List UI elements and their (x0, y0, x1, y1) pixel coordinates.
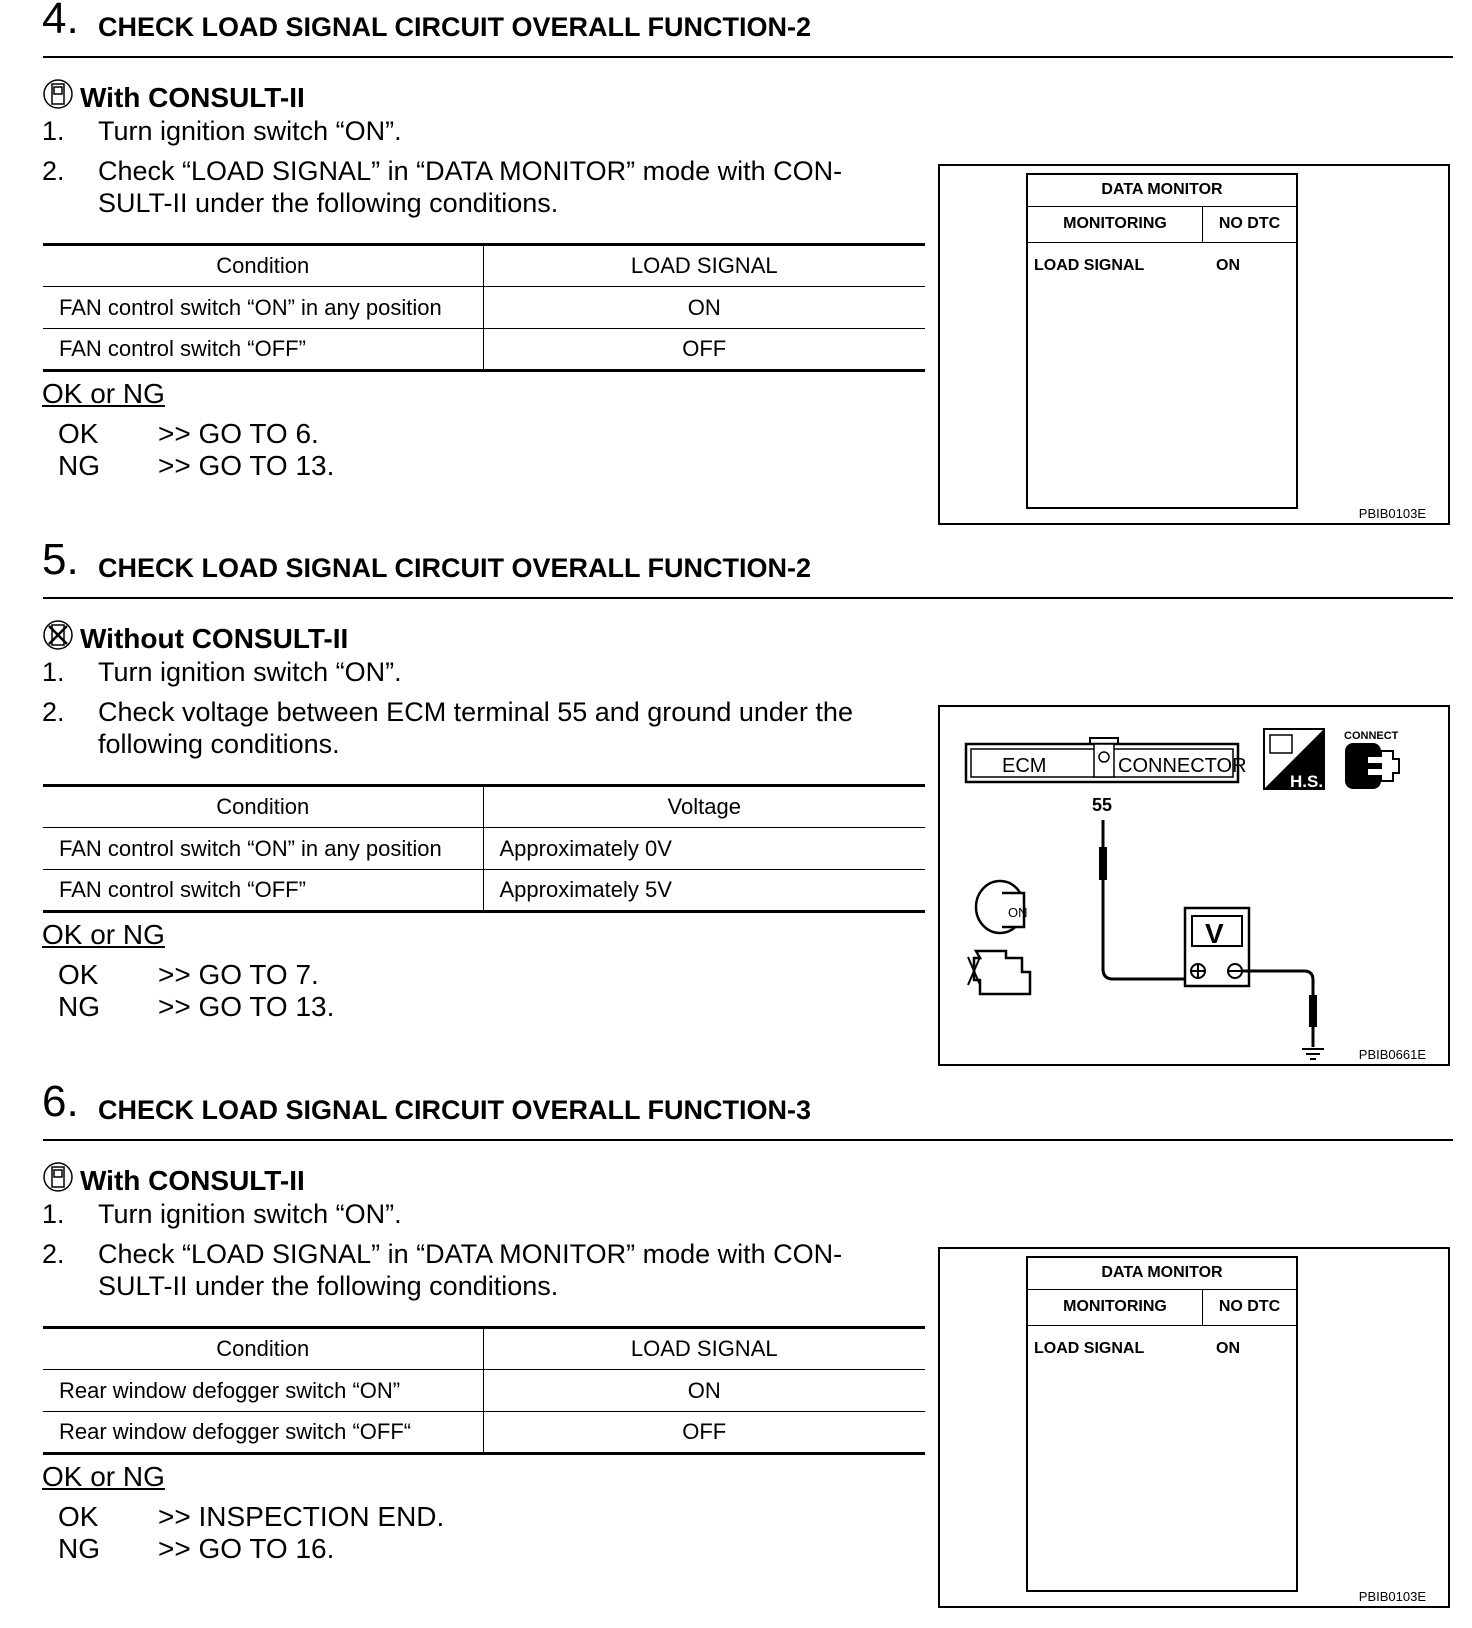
screen-title: DATA MONITOR (1028, 175, 1296, 207)
voltmeter-icon (1185, 908, 1249, 986)
figure-code: PBIB0103E (1358, 506, 1426, 521)
ng-result: >> GO TO 13. (158, 991, 335, 1022)
step-title: CHECK LOAD SIGNAL CIRCUIT OVERALL FUNCTION-2 (98, 553, 812, 583)
monitor-value: ON (1216, 257, 1240, 274)
consult-screen (1026, 1256, 1298, 1592)
conditions-table (43, 784, 925, 913)
divider (43, 1139, 1453, 1141)
step-title: CHECK LOAD SIGNAL CIRCUIT OVERALL FUNCTION-2 (98, 12, 812, 42)
ng-result: >> GO TO 16. (158, 1533, 335, 1564)
instruction-1: 1. Turn ignition switch “ON”. (42, 1199, 402, 1229)
instruction-2: 2. Check “LOAD SIGNAL” in “DATA MONITOR” mode with CON- (42, 1239, 843, 1269)
no-dtc-label: NO DTC (1218, 1298, 1281, 1315)
divider (43, 56, 1453, 58)
ng-result: >> GO TO 13. (158, 450, 335, 481)
mode-label (42, 619, 348, 658)
divider (43, 597, 1453, 599)
svg-text:CONNECTOR: CONNECTOR (1118, 755, 1247, 777)
table-row: FAN control switch “OFF” OFF (43, 329, 925, 371)
ok-or-ng-label: OK or NG (42, 1461, 165, 1492)
monitoring-label: MONITORING (1028, 1290, 1203, 1325)
connect-icon (1344, 730, 1399, 789)
ok-result: >> GO TO 6. (158, 418, 319, 449)
instruction-2: 2. Check voltage between ECM terminal 55 and ground under the (42, 697, 853, 727)
svg-text:CONNECT: CONNECT (1344, 730, 1399, 742)
step-number: 4. (42, 0, 79, 43)
terminal-number: 55 (1092, 795, 1113, 815)
svg-text:V: V (1205, 918, 1224, 949)
procedure-step-5 (0, 535, 1472, 1082)
monitor-item: LOAD SIGNAL (1034, 1340, 1145, 1357)
circuit-diagram (940, 707, 1447, 1063)
monitor-value: ON (1216, 1340, 1240, 1357)
table-row: FAN control switch “OFF” Approximately 5V (43, 870, 925, 912)
monitor-item: LOAD SIGNAL (1034, 257, 1145, 274)
mode-text: Without CONSULT-II (80, 622, 349, 654)
step-number: 5. (42, 535, 79, 584)
ok-or-ng-label: OK or NG (42, 378, 165, 409)
data-monitor-figure (938, 1247, 1450, 1608)
ok-result: >> GO TO 7. (158, 959, 319, 990)
ng-label: NG (58, 991, 100, 1022)
ecm-connector-icon (966, 738, 1247, 782)
conditions-table (43, 1326, 925, 1455)
engine-icon (968, 951, 1030, 994)
monitoring-label: MONITORING (1028, 207, 1203, 242)
instruction-2-cont: SULT-II under the following conditions. (98, 1271, 559, 1301)
instruction-2: 2. Check “LOAD SIGNAL” in “DATA MONITOR” mode with CON- (42, 156, 843, 186)
ok-label: OK (58, 418, 99, 449)
mode-label (42, 78, 305, 117)
data-monitor-figure (938, 164, 1450, 525)
svg-text:H.S.: H.S. (1290, 772, 1324, 791)
consult-screen (1026, 173, 1298, 509)
svg-text:ON: ON (1008, 905, 1028, 920)
table-header: Condition Voltage (43, 786, 925, 828)
harness-side-icon (1264, 729, 1324, 791)
consult-icon (42, 78, 74, 117)
table-header: Condition LOAD SIGNAL (43, 245, 925, 287)
table-row: Rear window defogger switch “ON” ON (43, 1370, 925, 1412)
conditions-table (43, 243, 925, 372)
consult-icon (42, 1161, 74, 1200)
ng-label: NG (58, 450, 100, 481)
procedure-step-4 (0, 0, 1472, 541)
table-row: Rear window defogger switch “OFF“ OFF (43, 1412, 925, 1454)
instruction-2-cont: following conditions. (98, 729, 340, 759)
table-row: FAN control switch “ON” in any position ON (43, 287, 925, 329)
ok-result: >> INSPECTION END. (158, 1501, 445, 1532)
mode-text: With CONSULT-II (80, 81, 305, 113)
svg-text:ECM: ECM (1002, 755, 1047, 777)
ground-icon (1302, 1049, 1324, 1059)
ok-label: OK (58, 959, 99, 990)
voltage-check-diagram (938, 705, 1450, 1066)
ok-or-ng-label: OK or NG (42, 919, 165, 950)
screen-title: DATA MONITOR (1028, 1258, 1296, 1290)
mode-label (42, 1161, 305, 1200)
no-dtc-label: NO DTC (1218, 215, 1281, 232)
step-title: CHECK LOAD SIGNAL CIRCUIT OVERALL FUNCTION-3 (98, 1095, 812, 1125)
consult-icon (42, 619, 74, 658)
mode-text: With CONSULT-II (80, 1164, 305, 1196)
instruction-2-cont: SULT-II under the following conditions. (98, 188, 559, 218)
ignition-on-icon (976, 881, 1028, 933)
step-number: 6. (42, 1077, 79, 1126)
table-row: FAN control switch “ON” in any position Approximately 0V (43, 828, 925, 870)
instruction-1: 1. Turn ignition switch “ON”. (42, 116, 402, 146)
figure-code: PBIB0103E (1358, 1589, 1426, 1604)
ok-label: OK (58, 1501, 99, 1532)
instruction-1: 1. Turn ignition switch “ON”. (42, 657, 402, 687)
table-header: Condition LOAD SIGNAL (43, 1328, 925, 1370)
procedure-step-6 (0, 1077, 1472, 1624)
figure-code: PBIB0661E (1358, 1047, 1426, 1062)
ng-label: NG (58, 1533, 100, 1564)
